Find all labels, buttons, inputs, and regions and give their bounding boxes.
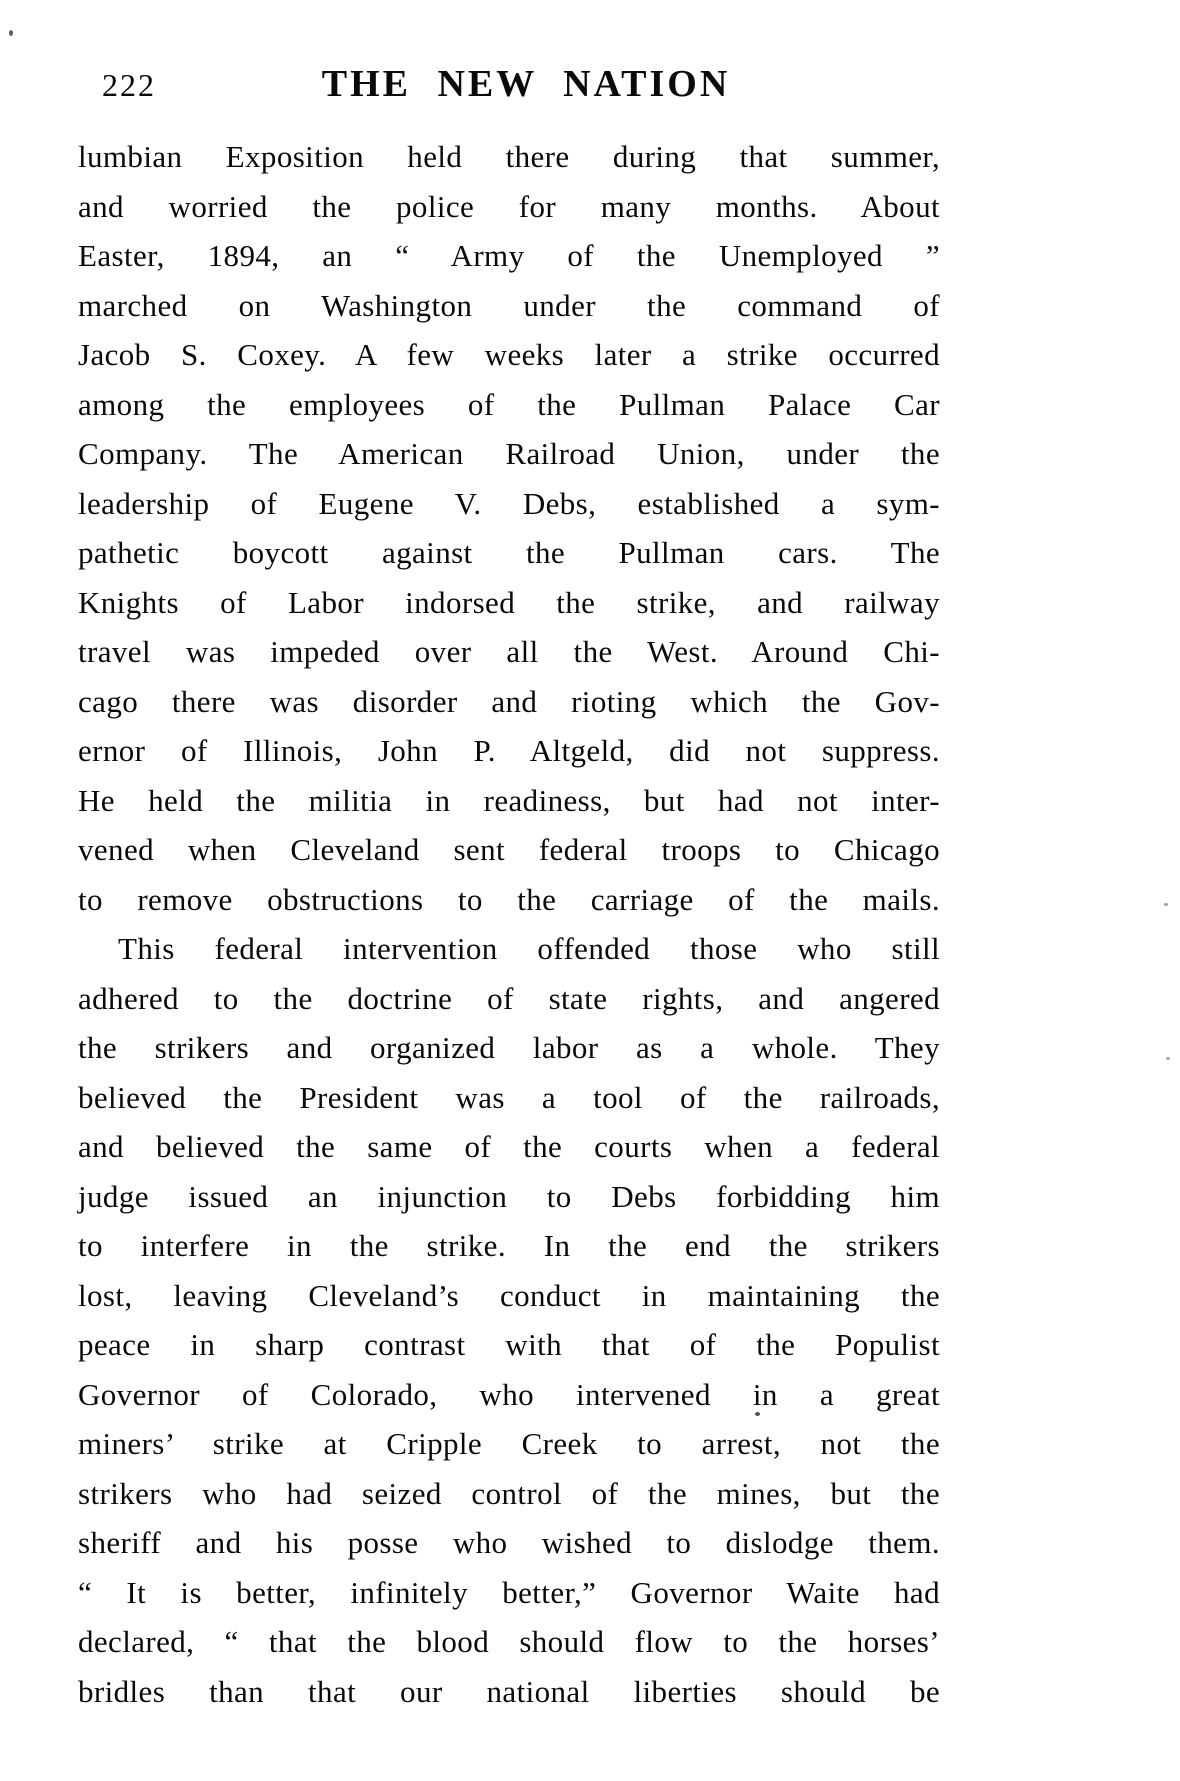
scan-speck [1164, 903, 1168, 906]
text-line: to interfere in the strike. In the end the strikers [78, 1228, 940, 1263]
page-title: THE NEW NATION [321, 63, 731, 105]
page-number: 222 [102, 67, 156, 103]
text-line: to remove obstructions to the carriage of the mails. [78, 881, 940, 917]
text-line: leadership of Eugene V. Debs, established a sym- [78, 485, 940, 521]
text-line: vened when Cleveland sent federal troops to Chicago [78, 832, 940, 867]
text-line: This federal intervention offended those who still [118, 931, 940, 966]
text-line: Easter, 1894, an “ Army of the Unemployed ” [78, 238, 940, 273]
scan-speck [755, 1412, 760, 1416]
paragraph [78, 132, 940, 924]
text-line: pathetic boycott against the Pullman cars. The [78, 535, 940, 570]
text-line: believed the President was a tool of the railroads, [78, 1079, 940, 1115]
text-line: marched on Washington under the command of [78, 287, 940, 323]
text-line: sheriff and his posse who wished to dislodge them. [78, 1525, 940, 1560]
text-block [78, 132, 940, 1716]
scan-speck [1166, 1057, 1170, 1060]
text-line: among the employees of the Pullman Palace Car [78, 386, 940, 422]
text-line: Company. The American Railroad Union, under the [78, 436, 940, 471]
text-line: cago there was disorder and rioting which the Gov- [78, 683, 940, 719]
text-line: lost, leaving Cleveland’s conduct in maintaining the [78, 1277, 940, 1313]
page-header [78, 52, 938, 104]
text-line: and believed the same of the courts when a federal [78, 1129, 940, 1164]
text-line: travel was impeded over all the West. Around Chi- [78, 634, 940, 669]
text-line: judge issued an injunction to Debs forbidding him [78, 1178, 940, 1214]
text-line: lumbian Exposition held there during that summer, [78, 139, 940, 174]
text-line: Governor of Colorado, who intervened in a great [78, 1376, 940, 1412]
text-line: declared, “ that the blood should flow to the horses’ [78, 1624, 940, 1659]
text-line: “ It is better, infinitely better,” Governor Waite had [78, 1574, 940, 1610]
text-line: adhered to the doctrine of state rights, and angered [78, 980, 940, 1016]
scan-speck [9, 30, 13, 36]
text-line: ernor of Illinois, John P. Altgeld, did not suppress. [78, 733, 940, 768]
text-line: strikers who had seized control of the mines, but the [78, 1475, 940, 1511]
text-line: He held the militia in readiness, but had not inter- [78, 782, 940, 818]
text-line: the strikers and organized labor as a whole. They [78, 1030, 940, 1065]
paragraph [78, 924, 940, 1716]
text-line: and worried the police for many months. About [78, 188, 940, 224]
text-line: miners’ strike at Cripple Creek to arrest, not the [78, 1426, 940, 1461]
text-line: Knights of Labor indorsed the strike, and railway [78, 584, 940, 620]
text-line: bridles than that our national liberties should be [78, 1673, 940, 1709]
text-line: Jacob S. Coxey. A few weeks later a strike occurred [78, 337, 940, 372]
text-line: peace in sharp contrast with that of the Populist [78, 1327, 940, 1362]
